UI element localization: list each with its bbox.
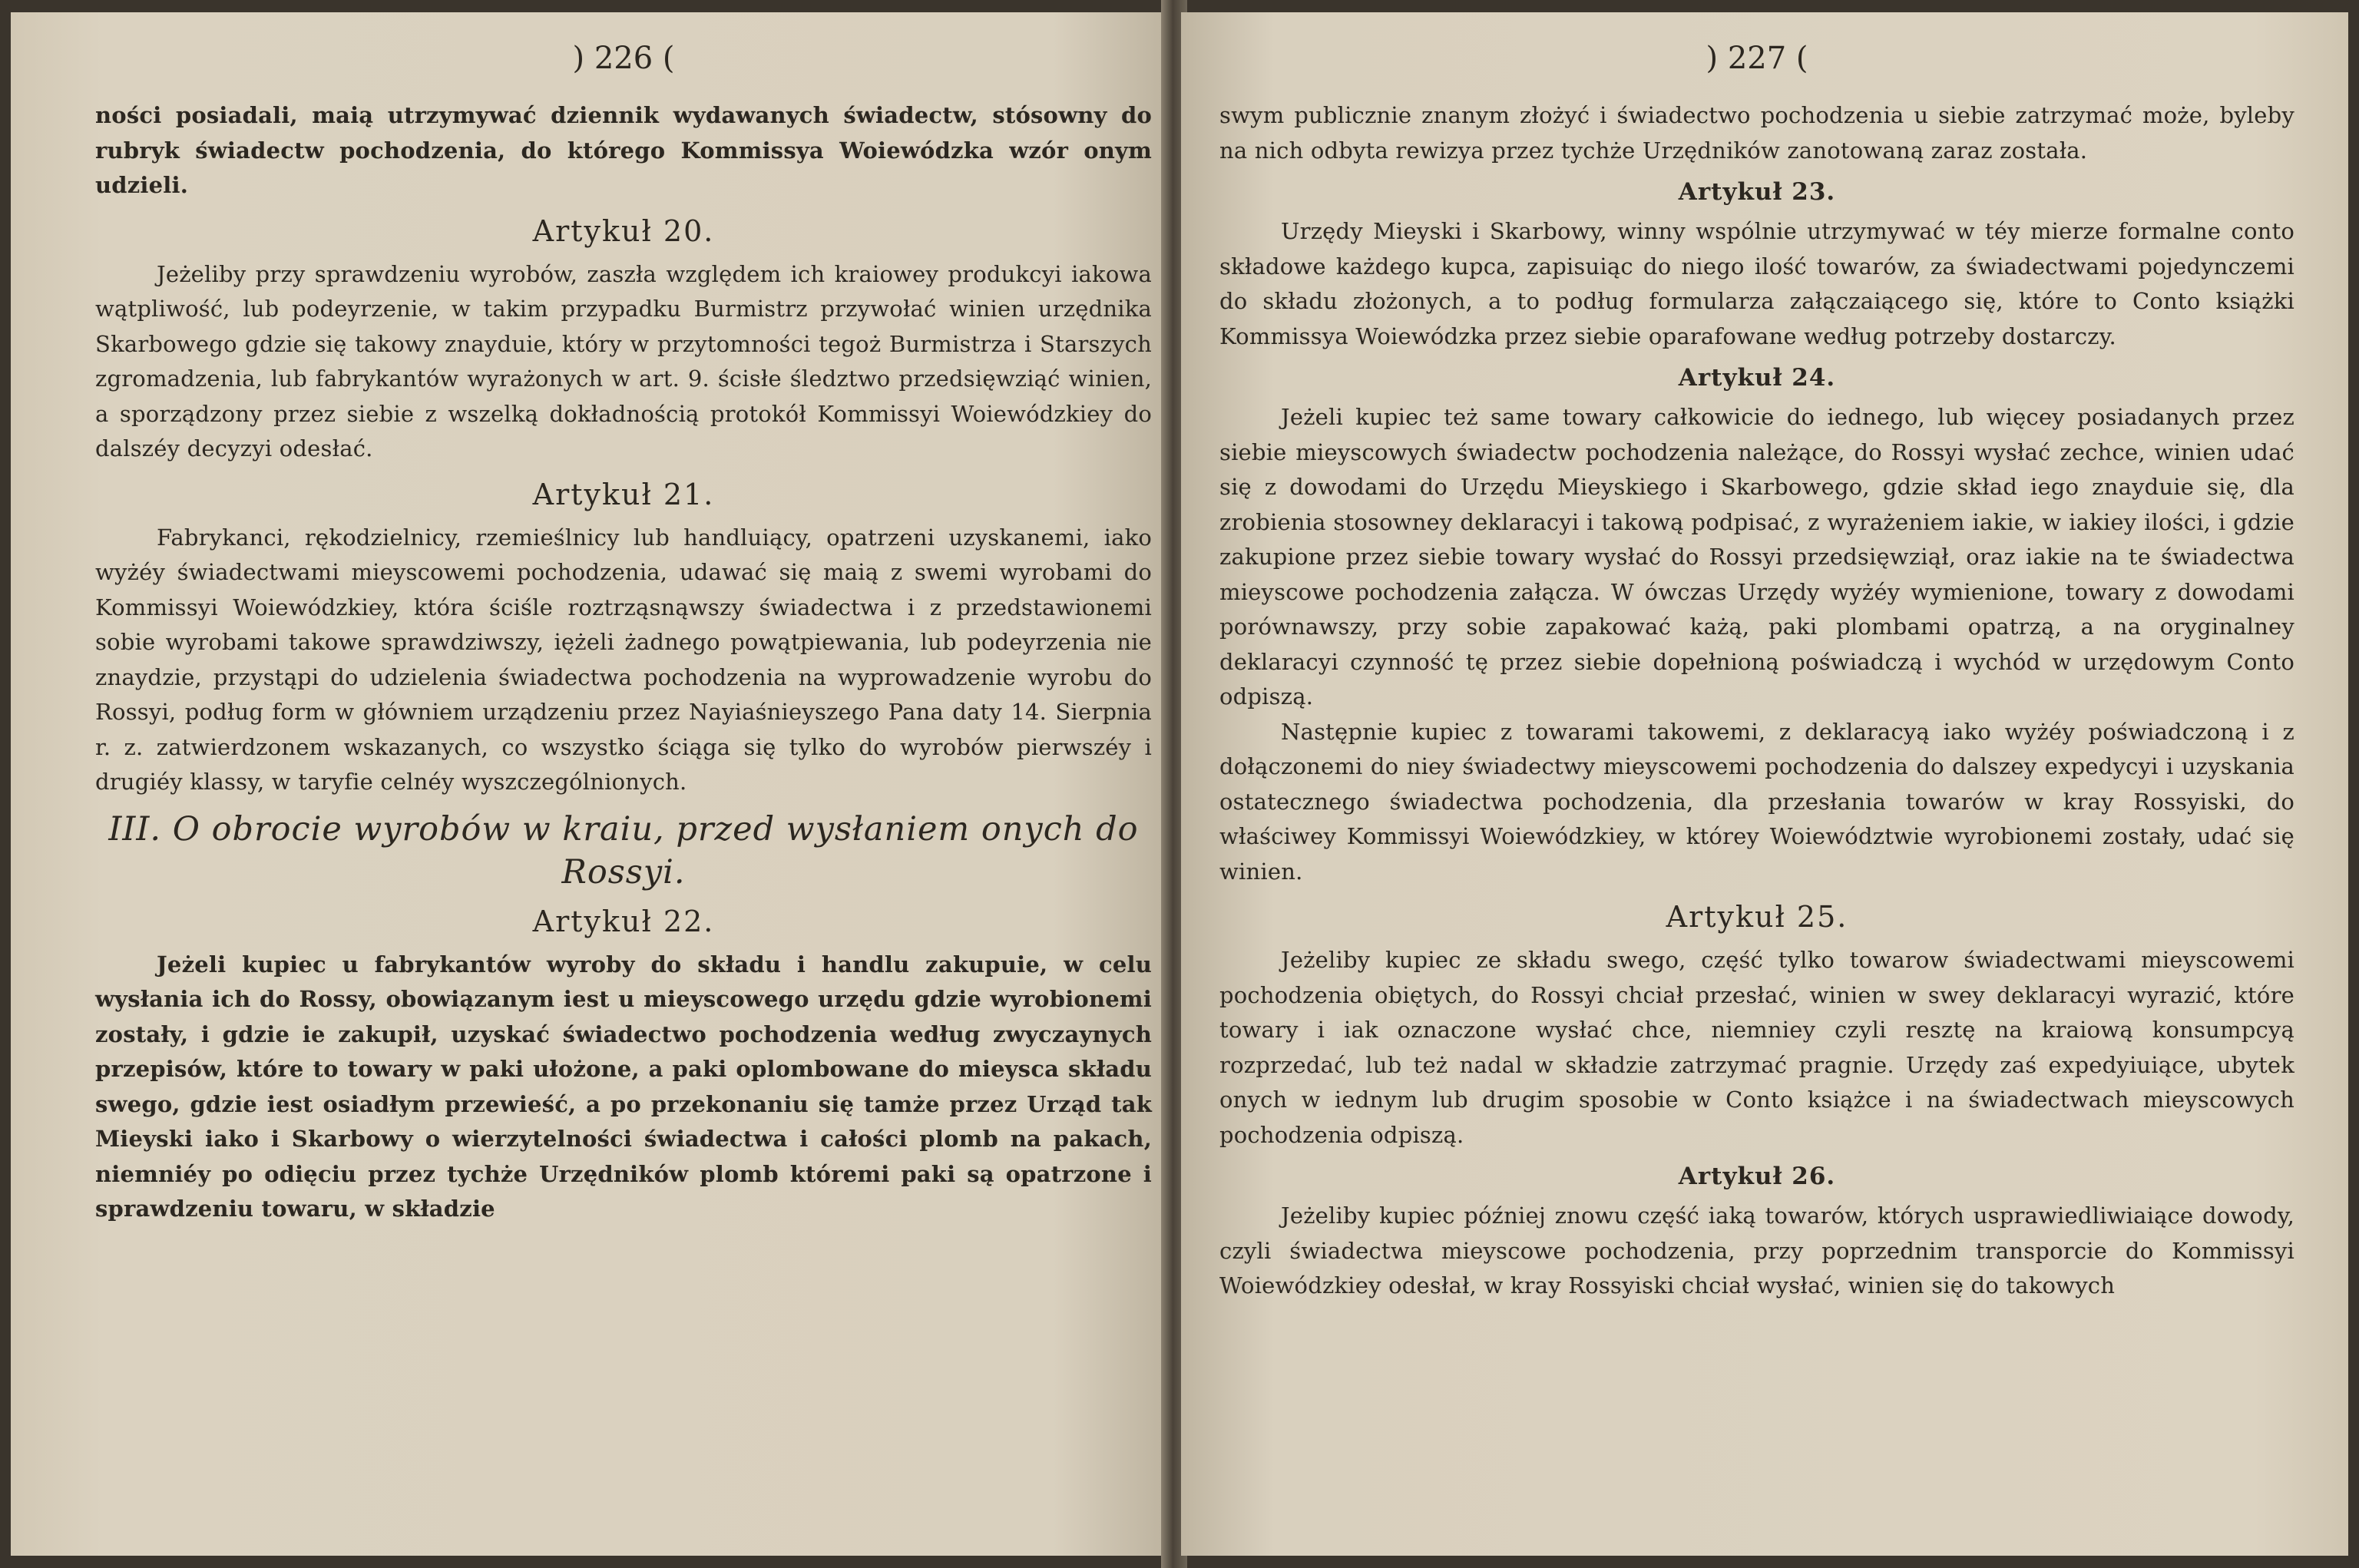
page-number: ) 226 ( [572,41,675,76]
article-20-text: Jeżeliby przy sprawdzeniu wyrobów, zaszła względem ich kraiowey produkcyi iakowa wątpliwość, lub podeyrzenie, w takim przypadku Burmistrz przywołać winien urzędnika Skarbowego gdzie się takowy znayduie, który w przytomności tegoż Burmistrza i Starszych zgromadzenia, lub fabrykantów wyrażonych w art. 9. ścisłe śledztwo przedsięwziąć winien, a sporządzony przez siebie z wszelką dokładnością protokół Kommissyi Woiewódzkiey do dalszéy decyzyi odesłać. [95,260,1152,461]
right-page [1181,12,2348,1556]
article-22-text: Jeżeli kupiec u fabrykantów wyroby do składu i handlu zakupuie, w celu wysłania ich do Rossy, obowiązanym iest u mieyscowego urzędu gdzie wyrobionemi zostały, i gdzie ie zakupił, uzyskać świadectwo pochodzenia według zwyczaynych przepisów, które to towary w paki ułożone, a paki oplombowane do mieysca składu swego, gdzie iest osiadłym przewieść, a po przekonaniu się tamże przez Urząd tak Mieyski iako i Skarbowy o wierzytelności świadectwa i całości plomb na pakach, niemniéy po odięciu przez tychże Urzędników plomb któremi paki są opatrzone i sprawdzeniu towaru, w składzie [95,951,1152,1222]
article-26-heading: Artykuł 26. [1678,1163,1836,1190]
article-24-text: Jeżeli kupiec też same towary całkowicie do iednego, lub więcey posiadanych przez siebie mieyscowych świadectw pochodzenia należące, do Rossyi wysłać zechce, winien udać się z dowodami do Urzędu Mieyskiego i Skarbowego, gdzie skład iego znayduie się, dla zrobienia stosowney deklaracyi i takową podpisać, z wyrażeniem iakie, w iakiey ilości, i gdzie zakupione przez siebie towary wysłać do Rossyi przedsięwziął, oraz iakie na te świadectwa mieyscowe pochodzenia załącza. W ówczas Urzędy wyżéy wymienione, towary z dowodami porównawszy, przy sobie zapakować każą, paki plombami opatrzą, a na oryginalney deklaracyi czynność tę przez siebie dopełnioną poświadczą i wychód w urzędowym Conto odpiszą. [1219,404,2294,710]
article-21-text: Fabrykanci, rękodzielnicy, rzemieślnicy lub handluiący, opatrzeni uzyskanemi, iako wyżéy świadectwami mieyscowemi pochodzenia, udawać się maią z swemi wyrobami do Kommissyi Woiewódzkiey, która ściśle roztrząsnąwszy świadectwa i z przedstawionemi sobie wyrobami takowe sprawdziwszy, iężeli żadnego powątpiewania, lub podeyrzenia nie znaydzie, przystąpi do udzielenia świadectwa pochodzenia na wyprowadzenie wyrobu do Rossyi, podług form w główniem urządzeniu przez Nayiaśnieyszego Pana daty 14. Sierpnia r. z. zatwierdzonem wskazanych, co wszystko ściąga się tylko do wyrobów pierwszéy i drugiéy klassy, w taryfie celnéy wyszczególnionych. [95,524,1152,795]
article-25-text: Jeżeliby kupiec ze składu swego, część tylko towarow świadectwami mieyscowemi pochodzenia obiętych, do Rossyi chciał przesłać, winien w swey deklaracyi wyrazić, które towary i iak oznaczone wysłać chce, niemniey czyli resztę na kraiową konsumpcyą rozprzedać, lub też nadal w składzie zatrzymać pragnie. Urzędy zaś expedyiuiące, ubytek onych w iednym lub drugim sposobie w Conto książce i na świadectwach mieyscowych pochodzenia odpiszą. [1219,947,2294,1148]
article-24-heading: Artykuł 24. [1678,364,1836,392]
page-number: ) 227 ( [1706,41,1808,76]
paragraph-continuation: ności posiadali, maią utrzymywać dziennik wydawanych świadectw, stósowny do rubryk świadectw pochodzenia, do którego Kommissya Woiewódzka wzór onym udzieli. [95,102,1152,198]
article-23-heading: Artykuł 23. [1678,178,1836,206]
article-26-text: Jeżeliby kupiec później znowu część iaką towarów, których usprawiedliwiaiące dowody, czyli świadectwa mieyscowe pochodzenia, przy poprzednim transporcie do Kommissyi Woiewódzkiey odesłał, w kray Rossyiski chciał wysłać, winien się do takowych [1219,1202,2294,1298]
paragraph-continuation: swym publicznie znanym złożyć i świadectwo pochodzenia u siebie zatrzymać może, byleby na nich odbyta rewizya przez tychże Urzędników zanotowaną zaraz została. [1219,102,2294,164]
section-title: III. O obrocie wyrobów w kraiu, przed wysłaniem onych do Rossyi. [108,809,1139,892]
left-page [11,12,1169,1556]
article-21-heading: Artykuł 21. [532,477,715,511]
article-22-heading: Artykuł 22. [532,904,715,938]
article-23-text: Urzędy Mieyski i Skarbowy, winny wspólnie utrzymywać w téy mierze formalne conto składowe każdego kupca, zapisuiąc do niego ilość towarów, za świadectwami pojedynczemi do składu złożonych, a to podług formularza załączaiącego się, które to Conto książki Kommissya Woiewódzka przez siebie oparafowane według potrzeby dostarczy. [1219,218,2294,349]
article-24-text-continued: Następnie kupiec z towarami takowemi, z deklaracyą iako wyżéy poświadczoną i z dołączonemi do niey świadectwy mieyscowemi pochodzenia do dalszey expedycyi i uzyskania ostatecznego świadectwa pochodzenia, dla przesłania towarów w kray Rossyiski, do właściwey Kommissyi Woiewódzkiey, w którey Woiewództwie wyrobionemi zostały, udać się winien. [1219,718,2294,885]
article-25-heading: Artykuł 25. [1666,900,1848,934]
article-20-heading: Artykuł 20. [532,213,715,248]
